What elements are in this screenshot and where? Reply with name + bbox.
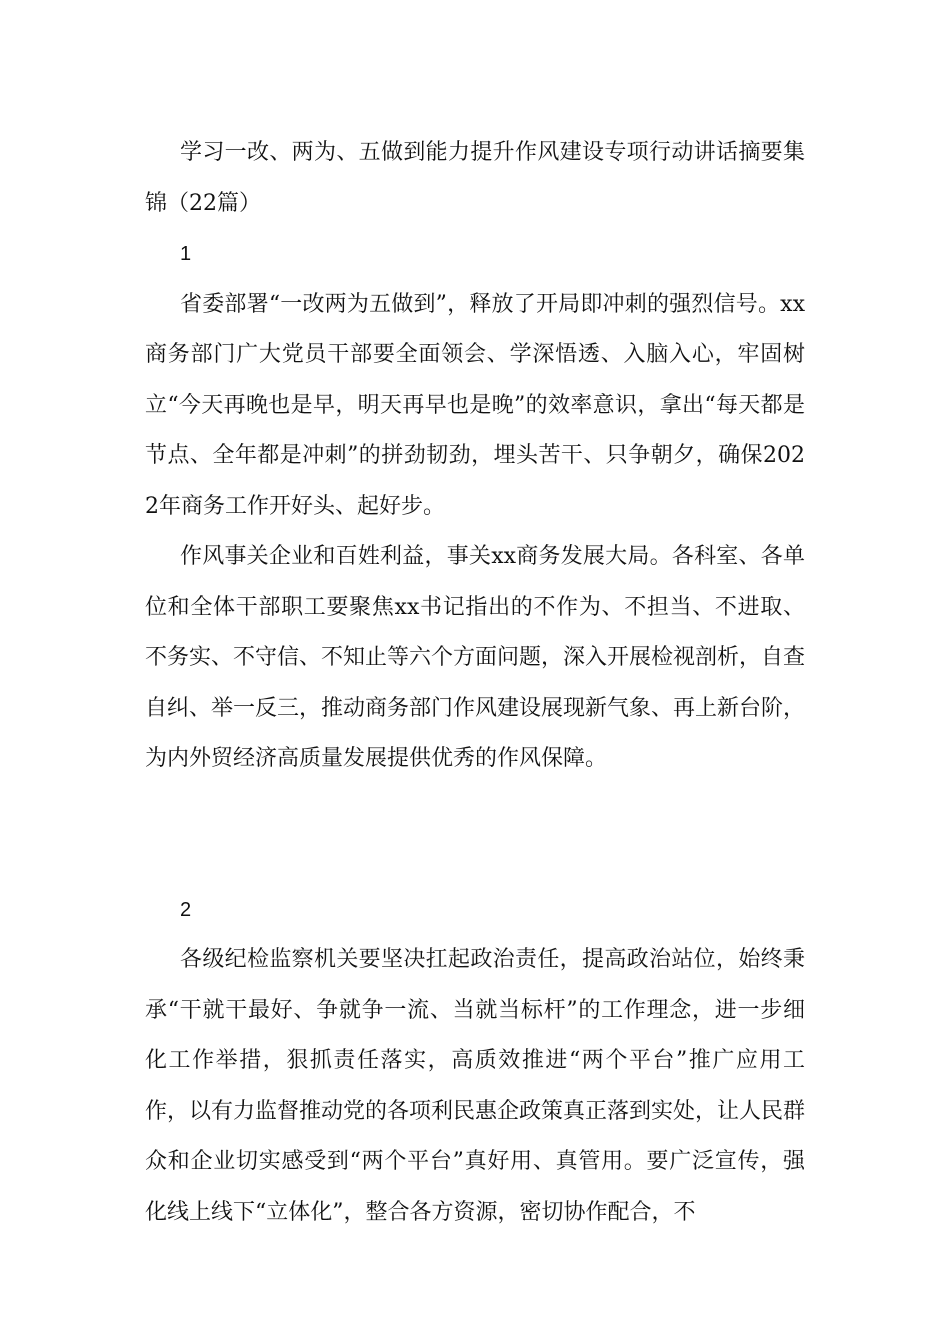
section-number: 1 (180, 243, 192, 265)
document-page (145, 128, 805, 1238)
section-1-paragraph-2: 作风事关企业和百姓利益，事关xx商务发展大局。各科室、各单位和全体干部职工要聚焦xx书记指出的不作为、不担当、不进取、不务实、不守信、不知止等六个方面问题，深入开展检视剖析，自查自纠、举一反三，推动商务部门作风建设展现新气象、再上新台阶，为内外贸经济高质量发展提供优秀的作风保障。 (145, 544, 806, 771)
section-1-paragraph-1: 省委部署“一改两为五做到”，释放了开局即冲刺的强烈信号。xx商务部门广大党员干部要全面领会、学深悟透、入脑入心，牢固树立“今天再晚也是早，明天再早也是晚”的效率意识，拿出“每天都是节点、全年都是冲刺”的拼劲韧劲，埋头苦干、只争朝夕，确保2022年商务工作开好头、起好步。 (145, 291, 805, 519)
section-2-paragraph-1: 各级纪检监察机关要坚决扛起政治责任，提高政治站位，始终秉承“干就干最好、争就争一流、当就当标杆”的工作理念，进一步细化工作举措，狠抓责任落实，高质效推进“两个平台”推广应用工作，以有力监督推动党的各项利民惠企政策真正落到实处，让人民群众和企业切实感受到“两个平台”真好用、真管用。要广泛宣传，强化线上线下“立体化”，整合各方资源，密切协作配合，不 (145, 947, 806, 1225)
document-title: 学习一改、两为、五做到能力提升作风建设专项行动讲话摘要集锦（22篇） (145, 140, 805, 216)
section-spacer (145, 785, 805, 885)
section-number: 2 (180, 898, 192, 921)
